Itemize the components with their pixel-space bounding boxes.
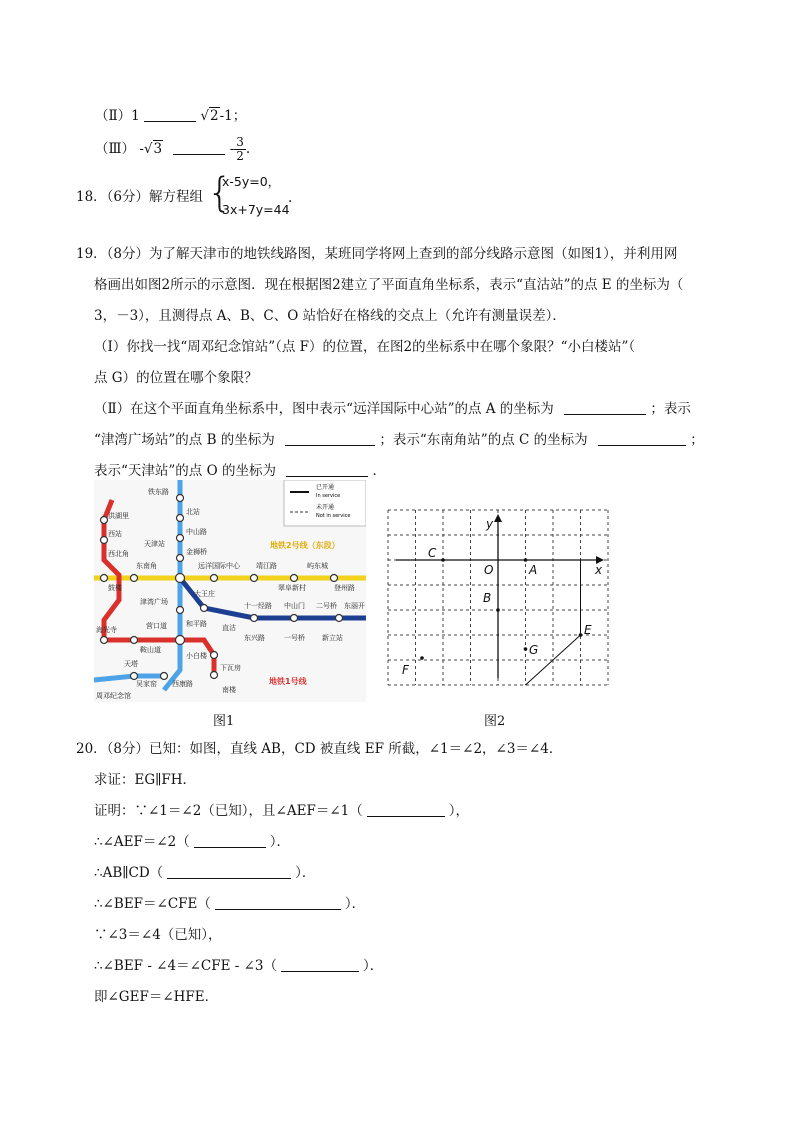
svg-text:大王庄: 大王庄 bbox=[194, 590, 215, 598]
legend-open-cn: 已开通 bbox=[316, 484, 335, 491]
q20-goal: 求证：EG∥FH． bbox=[94, 772, 197, 788]
point-a-label: A bbox=[529, 563, 538, 577]
coordinate-grid-figure bbox=[386, 508, 612, 690]
y-axis-arrow bbox=[494, 514, 502, 522]
answer-blank-c[interactable] bbox=[598, 431, 686, 446]
q19-part1-line2: 点 G）的位置在哪个象限？ bbox=[94, 370, 258, 386]
svg-text:海光寺: 海光寺 bbox=[96, 626, 117, 634]
q20-proof-line2: ∴∠AEF＝∠2（ ）． bbox=[94, 834, 291, 850]
svg-text:北站: 北站 bbox=[186, 508, 200, 516]
svg-text:营口道: 营口道 bbox=[146, 622, 167, 630]
legend-closed-en: Not in service bbox=[316, 513, 351, 519]
q20-proof-line6: ∴∠BEF - ∠4＝∠CFE - ∠3（ ）． bbox=[94, 958, 384, 974]
q18-tail: . bbox=[288, 190, 293, 206]
legend-open-en: In service bbox=[316, 493, 341, 499]
svg-text:小白楼: 小白楼 bbox=[186, 652, 207, 660]
svg-text:西康路: 西康路 bbox=[172, 680, 193, 688]
point-f-label: F bbox=[402, 663, 409, 677]
fig2-caption: 图2 bbox=[484, 714, 506, 729]
svg-text:东南角: 东南角 bbox=[136, 562, 157, 570]
q19-line1: 19．（8分）为了解天津市的地铁线路图，某班同学将网上查到的部分线路示意图（如图1），并利用网 bbox=[76, 246, 678, 262]
svg-text:铁东路: 铁东路 bbox=[148, 488, 169, 496]
point-c-label: C bbox=[428, 546, 437, 560]
svg-text:西北角: 西北角 bbox=[108, 550, 129, 558]
svg-text:十一经路: 十一经路 bbox=[244, 602, 272, 610]
q20-stem: 20．（8分）已知：如图，直线 AB，CD 被直线 EF 所截，∠1＝∠2，∠3＝∠4． bbox=[76, 741, 563, 757]
q19-part2-line1: （Ⅱ）在这个平面直角坐标系中，图中表示“远洋国际中心站”的点 A 的坐标为 ；表示 bbox=[94, 401, 691, 417]
q19-part2-line2: “津湾广场站”的点 B 的坐标为 ；表示“东南角站”的点 C 的坐标为 ； bbox=[94, 432, 704, 448]
svg-text:东兴路: 东兴路 bbox=[244, 634, 265, 642]
svg-text:新立站: 新立站 bbox=[322, 634, 343, 642]
metro-map-figure bbox=[94, 480, 366, 702]
svg-text:周邓纪念馆: 周邓纪念馆 bbox=[96, 692, 131, 700]
line1-title: 地铁1号线 bbox=[269, 677, 307, 686]
svg-text:鼓楼: 鼓楼 bbox=[108, 584, 122, 592]
reason-blank-5[interactable] bbox=[281, 957, 359, 972]
grid-points bbox=[420, 558, 582, 660]
q17-part-iii: （Ⅲ） -√3 - $\frac{3}{2}$ . bbox=[95, 135, 251, 163]
svg-text:和平路: 和平路 bbox=[186, 620, 207, 628]
q19-part1-line1: （Ⅰ）你找一找“周邓纪念馆站”（点 F）的位置，在图2的坐标系中在哪个象限？“小白楼站”（ bbox=[94, 339, 636, 355]
svg-text:中山路: 中山路 bbox=[186, 528, 207, 536]
svg-text:一号桥: 一号桥 bbox=[284, 634, 305, 642]
point-b-label: B bbox=[483, 591, 492, 605]
legend-closed-cn: 未开通 bbox=[316, 504, 335, 511]
svg-text:南楼: 南楼 bbox=[222, 686, 236, 694]
reason-blank-3[interactable] bbox=[167, 864, 291, 879]
svg-text:鞍山道: 鞍山道 bbox=[140, 646, 161, 654]
q18-stem: 18．（6分）解方程组 bbox=[76, 189, 204, 205]
q19-line2: 格画出如图2所示的示意图．现在根据图2建立了平面直角坐标系，表示“直沽站”的点 E 的坐标为（ bbox=[94, 277, 684, 293]
q20-conclusion: 即∠GEF＝∠HFE． bbox=[94, 989, 219, 1005]
svg-text:中山门: 中山门 bbox=[284, 602, 305, 610]
svg-text:直沽: 直沽 bbox=[222, 624, 236, 632]
answer-blank-o[interactable] bbox=[286, 462, 368, 477]
svg-text:西站: 西站 bbox=[108, 530, 122, 538]
answer-blank[interactable] bbox=[144, 107, 196, 122]
svg-text:下瓦房: 下瓦房 bbox=[220, 664, 241, 672]
q19-line3: 3，－3），且测得点 A、B、C、O 站恰好在格线的交点上（允许有测量误差）． bbox=[94, 308, 566, 324]
q17-part-ii: （Ⅱ）1 √2-1； bbox=[95, 108, 247, 124]
svg-text:吴家窑: 吴家窑 bbox=[136, 680, 157, 688]
svg-text:登州路: 登州路 bbox=[334, 584, 355, 592]
svg-text:金狮桥: 金狮桥 bbox=[186, 548, 207, 556]
svg-text:东丽开: 东丽开 bbox=[344, 602, 365, 610]
q20-proof-line3: ∴AB∥CD（ ）． bbox=[94, 865, 316, 881]
x-axis-label: x bbox=[595, 563, 603, 577]
answer-blank[interactable] bbox=[173, 140, 225, 155]
svg-text:靖江路: 靖江路 bbox=[256, 562, 277, 570]
answer-blank-b[interactable] bbox=[285, 431, 375, 446]
reason-blank-4[interactable] bbox=[215, 895, 341, 910]
fig1-caption: 图1 bbox=[213, 714, 235, 729]
svg-text:洪湖里: 洪湖里 bbox=[108, 512, 129, 520]
answer-blank-a[interactable] bbox=[564, 400, 646, 415]
reason-blank-1[interactable] bbox=[367, 802, 445, 817]
y-axis-label: y bbox=[486, 517, 494, 531]
svg-text:二号桥: 二号桥 bbox=[316, 602, 337, 610]
svg-text:远洋国际中心: 远洋国际中心 bbox=[198, 562, 240, 570]
point-e-label: E bbox=[584, 623, 592, 637]
reason-blank-2[interactable] bbox=[194, 833, 266, 848]
q20-proof-line1: 证明：∵∠1＝∠2（已知），且∠AEF＝∠1（ ）， bbox=[94, 803, 469, 819]
q18-eq2: 3x+7y=44 bbox=[222, 202, 290, 217]
svg-text:天津站: 天津站 bbox=[144, 540, 165, 548]
q19-part2-line3: 表示“天津站”的点 O 的坐标为 ． bbox=[94, 463, 387, 479]
q20-proof-line4: ∴∠BEF＝∠CFE（ ）． bbox=[94, 896, 366, 912]
system-brace: { bbox=[207, 170, 233, 216]
svg-text:津湾广场: 津湾广场 bbox=[140, 598, 168, 606]
line2-title: 地铁2号线（东段） bbox=[270, 541, 340, 550]
q20-proof-line5: ∵∠3＝∠4（已知）， bbox=[94, 927, 222, 943]
svg-text:屿东城: 屿东城 bbox=[307, 562, 328, 570]
point-o-label: O bbox=[484, 563, 494, 577]
point-g-label: G bbox=[529, 643, 539, 657]
q18-eq1: x-5y=0， bbox=[222, 174, 281, 189]
svg-text:天塔: 天塔 bbox=[124, 660, 138, 668]
fraction-3-2: $\frac{3}{2}$ bbox=[236, 135, 244, 163]
svg-text:翠阜新村: 翠阜新村 bbox=[278, 584, 306, 592]
